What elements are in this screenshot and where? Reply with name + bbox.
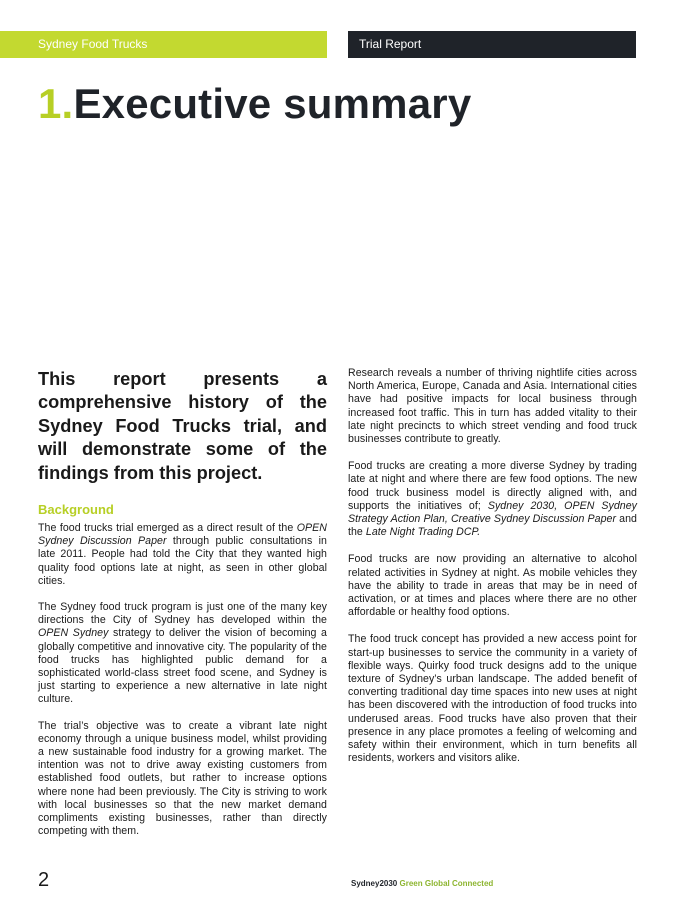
background-heading: Background (38, 502, 114, 518)
background-paragraph-3: The trial’s objective was to create a vibrant late night economy through a unique business model, whilst providing a new sustainable food industry for a growing market. The intention was not to drive away existing customers from established food outlets, but rather to increase options where none had been previously. The City is striving to work with local businesses so that the new market demand compliments existing businesses, rather than directly competing with them. (38, 719, 327, 838)
header-report-label: Trial Report (348, 31, 636, 58)
diversity-paragraph: Food trucks are creating a more diverse Sydney by trading late at night and where there are few food options. The new food truck business model is directly aligned with, and supports the initiatives of; Sydney 2030, OPEN Sydney Strategy Action Plan, Creative Sydney Discussion Paper and the Late Night Trading DCP. (348, 460, 638, 539)
alternative-paragraph: Food trucks are now providing an alternative to alcohol related activities in Sydney at night. As mobile vehicles they have the ability to trade in areas that may be in need of activation, or at times and places where there are no other affordable or healthy food options. (348, 553, 637, 619)
background-paragraph-2: The Sydney food truck program is just one of the many key directions the City of Sydney has developed within the OPEN Sydney strategy to deliver the vision of becoming a globally competitive and innovative city. The popularity of the food trucks has highlighted public demand for a sophisticated world-class street food scene, and Sydney is just starting to experience a new alternative in late night culture. (38, 601, 327, 706)
page-number: 2 (38, 869, 50, 891)
background-paragraph-1: The food trucks trial emerged as a direct result of the OPEN Sydney Discussion Paper through public consultations in late 2011. People had told the City that they wanted high quality food options late at night, as seen in other global cities. (38, 522, 327, 587)
right-column (348, 367, 637, 779)
section-number: 1. (38, 80, 74, 127)
page-title (38, 76, 471, 132)
intro-statement: This report presents a comprehensive history of the Sydney Food Trucks trial, and will demonstrate some of the findings from this project. (38, 369, 327, 483)
brand-logo: Sydney2030 Green Global Connected (351, 879, 494, 888)
header-section-label: Sydney Food Trucks (0, 31, 327, 58)
startup-paragraph: The food truck concept has provided a new access point for start-up businesses to service the community in a variety of flexible ways. Quirky food truck designs add to the unique texture of Sydney’s urban landscape. The added benefit of converting traditional day time spaces into new uses at night has been discovered with the introduction of food trucks into underused areas. Food trucks have also proven that their presence in any place promotes a feeling of welcoming and safety within their environment, which in turn benefits all residents, workers and visitors alike. (348, 633, 637, 765)
left-column (38, 368, 327, 852)
research-paragraph: Research reveals a number of thriving nightlife cities across North America, Europe, Canada and Asia. International cities have had positive impacts for local business through increased foot traffic. This in turn has added vitality to their late night precincts to which street vending and food truck businesses contribute to greatly. (348, 367, 637, 446)
section-title: Executive summary (73, 80, 472, 127)
